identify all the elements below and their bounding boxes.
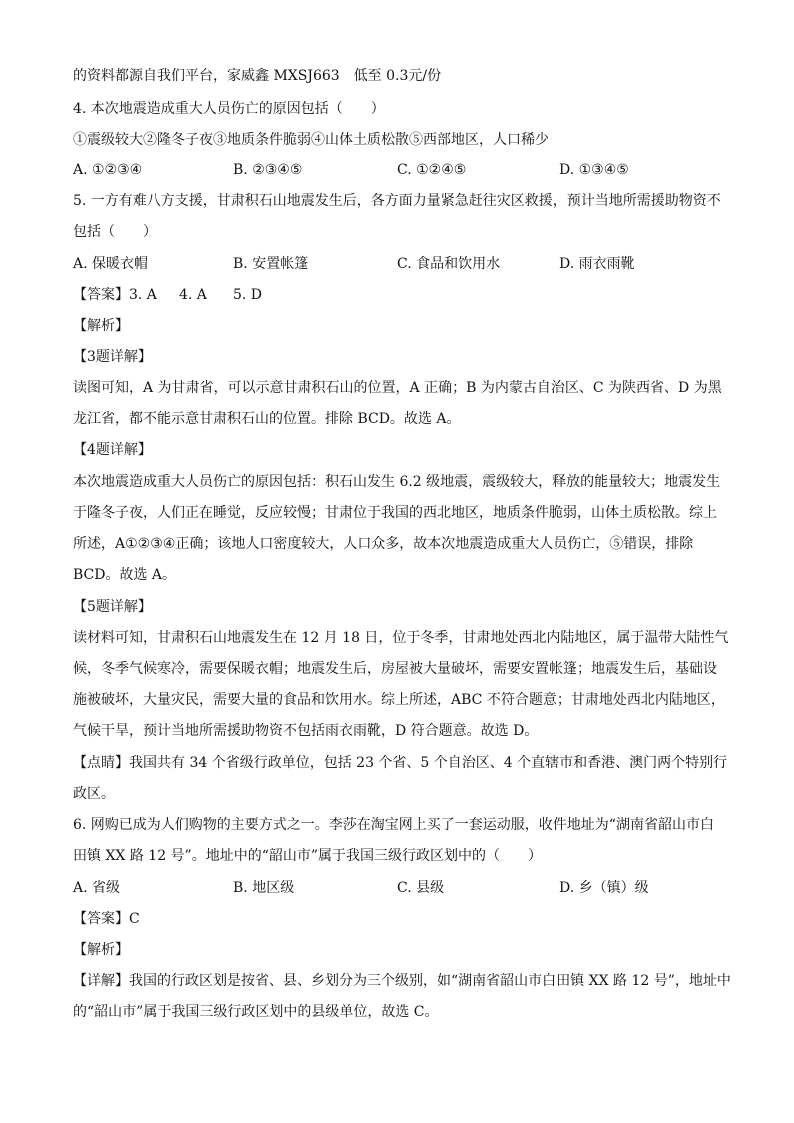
answer-label: 【答案】3. A (73, 287, 157, 303)
tip-line1: 【点睛】我国共有 34 个省级行政单位，包括 23 个省、5 个自治区、4 个直辖市和香港、澳门两个特别行 (73, 755, 728, 771)
d4-line3: 所述，A①②③④正确；该地人口密度较大，人口众多，故本次地震造成重大人员伤亡，⑤错误，排除 (73, 536, 694, 552)
q6-option-b: B. 地区级 (233, 880, 295, 896)
q5-option-b: B. 安置帐篷 (233, 256, 309, 272)
q5-option-c: C. 食品和饮用水 (397, 256, 501, 272)
q6-analysis-label: 【解析】 (73, 942, 129, 958)
q4-option-b: B. ②③④⑤ (233, 162, 303, 178)
q6-option-c: C. 县级 (397, 880, 445, 896)
header-note: 的资料都源自我们平台，家威鑫 MXSJ663 低至 0.3元/份 (73, 68, 442, 84)
d3-line1: 读图可知，A 为甘肃省，可以示意甘肃积石山的位置，A 正确；B 为内蒙古自治区、C 为陕西省、D 为黑 (73, 380, 722, 396)
q4-option-c: C. ①②④⑤ (397, 162, 467, 178)
q5-stem-line2: 包括（ ） (73, 224, 157, 240)
q5-option-d: D. 雨衣雨靴 (559, 256, 635, 272)
d5-line2: 候，冬季气候寒冷，需要保暖衣帽；地震发生后，房屋被大量破坏，需要安置帐篷；地震发生后，基础设 (73, 661, 717, 677)
d4-line4: BCD。故选 A。 (73, 567, 177, 583)
q6-stem-line2: 田镇 XX 路 12 号”。地址中的“韶山市”属于我国三级行政区划中的（ ） (73, 848, 543, 864)
d5-line4: 气候干旱，预计当地所需援助物资不包括雨衣雨靴，D 符合题意。故选 D。 (73, 723, 539, 739)
d4-line2: 于隆冬子夜，人们正在睡觉，反应较慢；甘肃位于我国的西北地区，地质条件脆弱，山体土质松散。综上 (73, 505, 717, 521)
q6-detail-line1: 【详解】我国的行政区划是按省、县、乡划分为三个级别，如“湖南省韶山市白田镇 XX 路 12 号”，地址中 (73, 973, 731, 989)
d4-line1: 本次地震造成重大人员伤亡的原因包括：积石山发生 6.2 级地震，震级较大，释放的能量较大；地震发生 (73, 474, 721, 490)
d3-title: 【3题详解】 (73, 349, 152, 365)
tip-line2: 政区。 (73, 786, 115, 802)
q6-option-d: D. 乡（镇）级 (559, 880, 649, 896)
d5-line1: 读材料可知，甘肃积石山地震发生在 12 月 18 日，位于冬季，甘肃地处西北内陆地区，属于温带大陆性气 (73, 630, 729, 646)
q4-items: ①震级较大②隆冬子夜③地质条件脆弱④山体土质松散⑤西部地区，人口稀少 (73, 132, 549, 148)
d5-line3: 施被破坏，大量灾民，需要大量的食品和饮用水。综上所述，ABC 不符合题意；甘肃地处西北内陆地区， (73, 692, 725, 708)
d5-title: 【5题详解】 (73, 599, 152, 615)
q4-option-d: D. ①③④⑤ (559, 162, 629, 178)
q4-stem: 4. 本次地震造成重大人员伤亡的原因包括（ ） (73, 101, 385, 117)
d4-title: 【4题详解】 (73, 442, 152, 458)
q5-stem-line1: 5. 一方有难八方支援，甘肃积石山地震发生后，各方面力量紧急赶往灾区救援，预计当地所需援助物资不 (73, 193, 721, 209)
d3-line2: 龙江省，都不能示意甘肃积石山的位置。排除 BCD。故选 A。 (73, 411, 461, 427)
answer-q4: 4. A (179, 287, 207, 303)
q6-detail-line2: 的“韶山市”属于我国三级行政区划中的县级单位，故选 C。 (73, 1004, 439, 1020)
q6-stem-line1: 6. 网购已成为人们购物的主要方式之一。李莎在淘宝网上买了一套运动服，收件地址为“湖南省韶山市白 (73, 817, 714, 833)
q4-option-a: A. ①②③④ (73, 162, 143, 178)
q6-answer: 【答案】C (73, 911, 140, 927)
q5-option-a: A. 保暖衣帽 (73, 256, 149, 272)
q6-option-a: A. 省级 (73, 880, 121, 896)
answer-q5: 5. D (233, 287, 263, 303)
analysis-label: 【解析】 (73, 318, 129, 334)
